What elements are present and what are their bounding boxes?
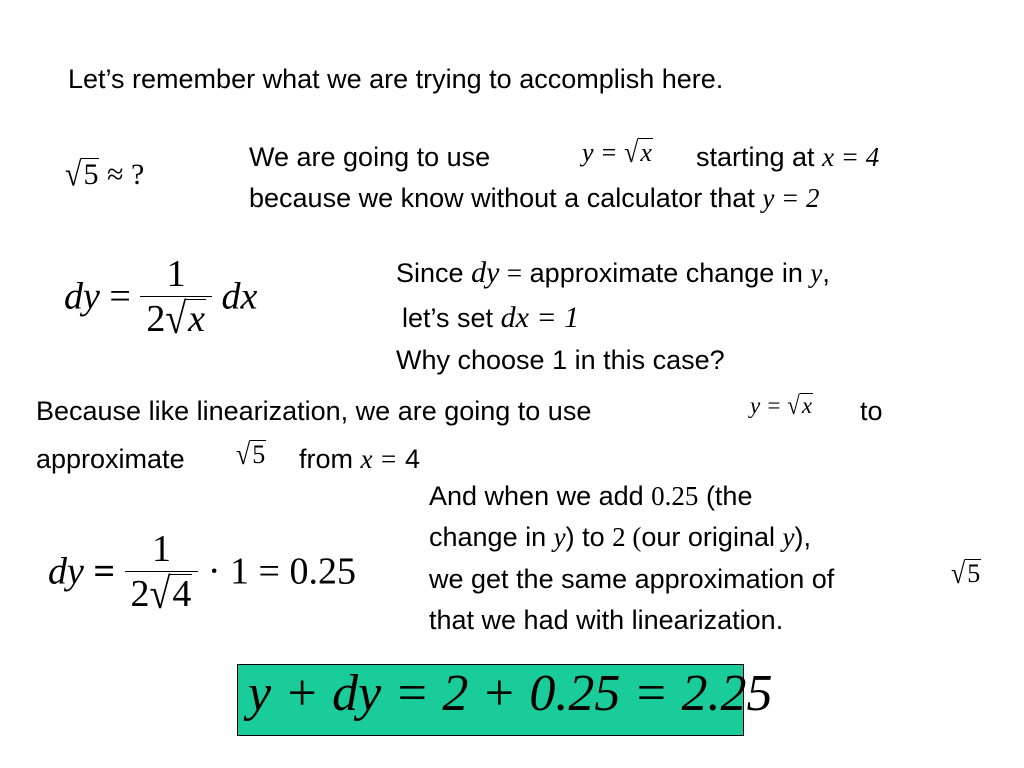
because-to: to — [860, 396, 883, 426]
top-line-1: We are going to use — [249, 142, 491, 172]
radical-icon: √ — [149, 569, 171, 619]
radical-icon: √ — [236, 437, 251, 472]
top-line-2: because we know without a calculator that y = 2 — [249, 183, 820, 213]
approximate-word: approximate — [36, 444, 185, 474]
radical-icon: √ — [65, 155, 82, 194]
fraction: $\frac{1}{2√x}$ — [140, 252, 212, 341]
y-sqrt-x-expr-2: y = √x — [750, 391, 813, 420]
why-question: Why choose 1 in this case? — [396, 345, 725, 375]
radical-icon: √ — [165, 294, 187, 344]
formula-dy-dx: dy = $\frac{1}{2√x}$ dx — [64, 253, 258, 344]
add-line-2: change in y) to 2 (our original y), — [429, 522, 811, 552]
y-sqrt-x-expr: y = √x — [582, 135, 652, 170]
slide-heading: Let’s remember what we are trying to accomplish here. — [68, 64, 724, 94]
sqrt5-add: √5 — [951, 556, 981, 591]
add-line-1: And when we add 0.25 (the — [429, 481, 753, 511]
final-result-expr: y + dy = 2 + 0.25 = 2.25 — [248, 665, 773, 722]
since-line: Since dy = approximate change in y, — [396, 256, 830, 289]
radical-icon: √ — [787, 391, 800, 420]
starting-at: starting at x = 4 — [696, 142, 880, 172]
fraction: $\frac{1}{2√4}$ — [125, 527, 199, 616]
lets-set-line: let’s set dx = 1 — [402, 301, 580, 334]
sqrt5-inline: √5 — [236, 437, 266, 472]
add-line-3: we get the same approximation of — [429, 564, 835, 594]
add-line-4: that we had with linearization. — [429, 605, 784, 635]
because-line-1: Because like linearization, we are going to use — [36, 396, 592, 426]
formula-dy-value: dy = $\frac{1}{2√4}$ · 1 = 0.25 — [48, 528, 356, 619]
radical-icon: √ — [624, 135, 639, 170]
from-x-4: from x = 4 — [299, 444, 421, 474]
radical-icon: √ — [951, 556, 966, 591]
sqrt5-approx: √5 ≈ ? — [65, 155, 145, 194]
